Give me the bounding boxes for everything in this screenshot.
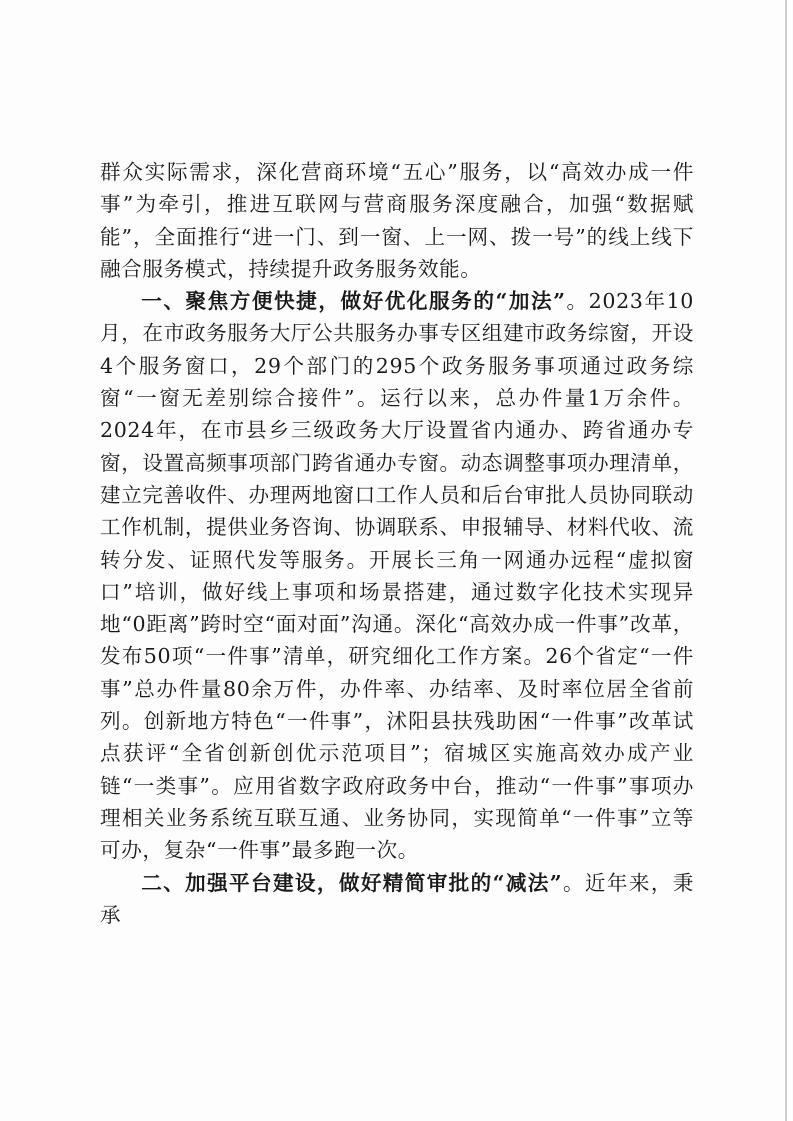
document-body xyxy=(100,156,694,931)
section-two-text: 。近年来，秉承 xyxy=(100,870,694,927)
paragraph-section-one xyxy=(100,285,694,866)
section-two-heading: 二、加强平台建设，做好精简审批的“减法” xyxy=(141,870,563,895)
paragraph-section-two xyxy=(100,867,694,932)
paragraph-intro-text: 群众实际需求，深化营商环境“五心”服务，以“高效办成一件事”为牵引，推进互联网与营商服务深度融合，加强“数据赋能”，全面推行“进一门、到一窗、上一网、拨一号”的线上线下融合服务模式，持续提升政务服务效能。 xyxy=(100,160,694,281)
scan-edge-line xyxy=(785,0,787,1121)
section-one-heading: 一、聚焦方便快捷，做好优化服务的“加法” xyxy=(141,289,566,314)
paragraph-intro xyxy=(100,156,694,285)
section-one-text: 。2023年10月，在市政务服务大厅公共服务办事专区组建市政务综窗，开设4个服务窗口，29个部门的295个政务服务事项通过政务综窗“一窗无差别综合接件”。运行以来，总办件量1万余件。2024年，在市县乡三级政务大厅设置省内通办、跨省通办专窗，设置高频事项部门跨省通办专窗。动态调整事项办理清单，建立完善收件、办理两地窗口工作人员和后台审批人员协同联动工作机制，提供业务咨询、协调联系、申报辅导、材料代收、流转分发、证照代发等服务。开展长三角一网通办远程“虚拟窗口”培训，做好线上事项和场景搭建，通过数字化技术实现异地“0距离”跨时空“面对面”沟通。深化“高效办成一件事”改革，发布50项“一件事”清单，研究细化工作方案。26个省定“一件事”总办件量80余万件，办件率、办结率、及时率位居全省前列。创新地方特色“一件事”，沭阳县扶残助困“一件事”改革试点获评“全省创新创优示范项目”；宿城区实施高效办成产业链“一类事”。应用省数字政府政务中台，推动“一件事”事项办理相关业务系统互联互通、业务协同，实现简单“一件事”立等可办，复杂“一件事”最多跑一次。 xyxy=(100,289,694,863)
